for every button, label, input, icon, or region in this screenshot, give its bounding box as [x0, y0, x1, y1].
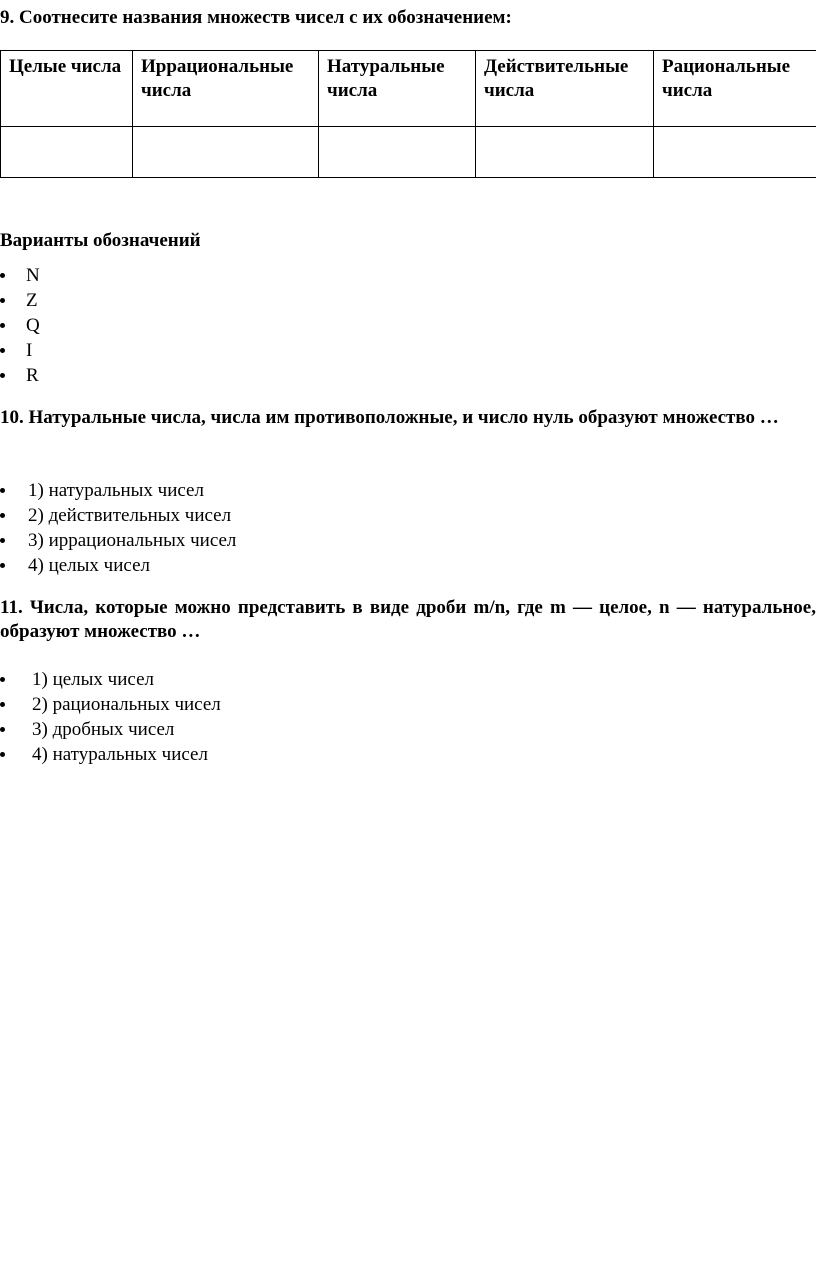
- option-label: 3) иррациональных чисел: [28, 530, 237, 551]
- answer-cell-irrational[interactable]: [133, 127, 319, 178]
- bullet-icon: [0, 727, 5, 732]
- bullet-icon: [0, 348, 5, 353]
- option-label: 1) целых чисел: [32, 669, 154, 690]
- bullet-icon: [0, 677, 5, 682]
- variants-title: Варианты обозначений: [0, 230, 201, 251]
- question-11-title: 11. Числа, которые можно представить в виде дроби m/n, где m — целое, n — натуральное, образуют множество …: [0, 597, 816, 642]
- variant-label: R: [26, 365, 39, 386]
- variant-label: Q: [26, 315, 40, 336]
- bullet-icon: [0, 752, 5, 757]
- option-label: 3) дробных чисел: [32, 719, 175, 740]
- bullet-icon: [0, 323, 5, 328]
- bullet-icon: [0, 488, 5, 493]
- bullet-icon: [0, 273, 5, 278]
- option-label: 4) натуральных чисел: [32, 744, 208, 765]
- header-cell-irrational: Иррациональные числа: [133, 51, 319, 127]
- answer-cell-real[interactable]: [476, 127, 654, 178]
- variant-label: I: [26, 340, 33, 361]
- table-header-row: [1, 51, 816, 127]
- bullet-icon: [0, 513, 5, 518]
- bullet-icon: [0, 538, 5, 543]
- option-label: 2) рациональных чисел: [32, 694, 221, 715]
- option-label: 1) натуральных чисел: [28, 480, 204, 501]
- header-cell-real: Действительные числа: [476, 51, 654, 127]
- variant-label: N: [26, 265, 40, 286]
- bullet-icon: [0, 702, 5, 707]
- variant-label: Z: [26, 290, 38, 311]
- answer-cell-natural[interactable]: [319, 127, 476, 178]
- answer-cell-integers[interactable]: [1, 127, 133, 178]
- header-cell-natural: Натуральные числа: [319, 51, 476, 127]
- option-label: 2) действительных чисел: [28, 505, 232, 526]
- header-cell-integers: Целые числа: [1, 51, 133, 127]
- question-10-title: 10. Натуральные числа, числа им противоположные, и число нуль образуют множество …: [0, 407, 779, 428]
- option-label: 4) целых чисел: [28, 555, 150, 576]
- bullet-icon: [0, 373, 5, 378]
- bullet-icon: [0, 298, 5, 303]
- answer-row: [1, 127, 816, 178]
- matching-table: [0, 50, 816, 178]
- answer-cell-rational[interactable]: [654, 127, 816, 178]
- bullet-icon: [0, 563, 5, 568]
- header-cell-rational: Рациональные числа: [654, 51, 816, 127]
- question-9-title: 9. Соотнесите названия множеств чисел с их обозначением:: [0, 7, 512, 28]
